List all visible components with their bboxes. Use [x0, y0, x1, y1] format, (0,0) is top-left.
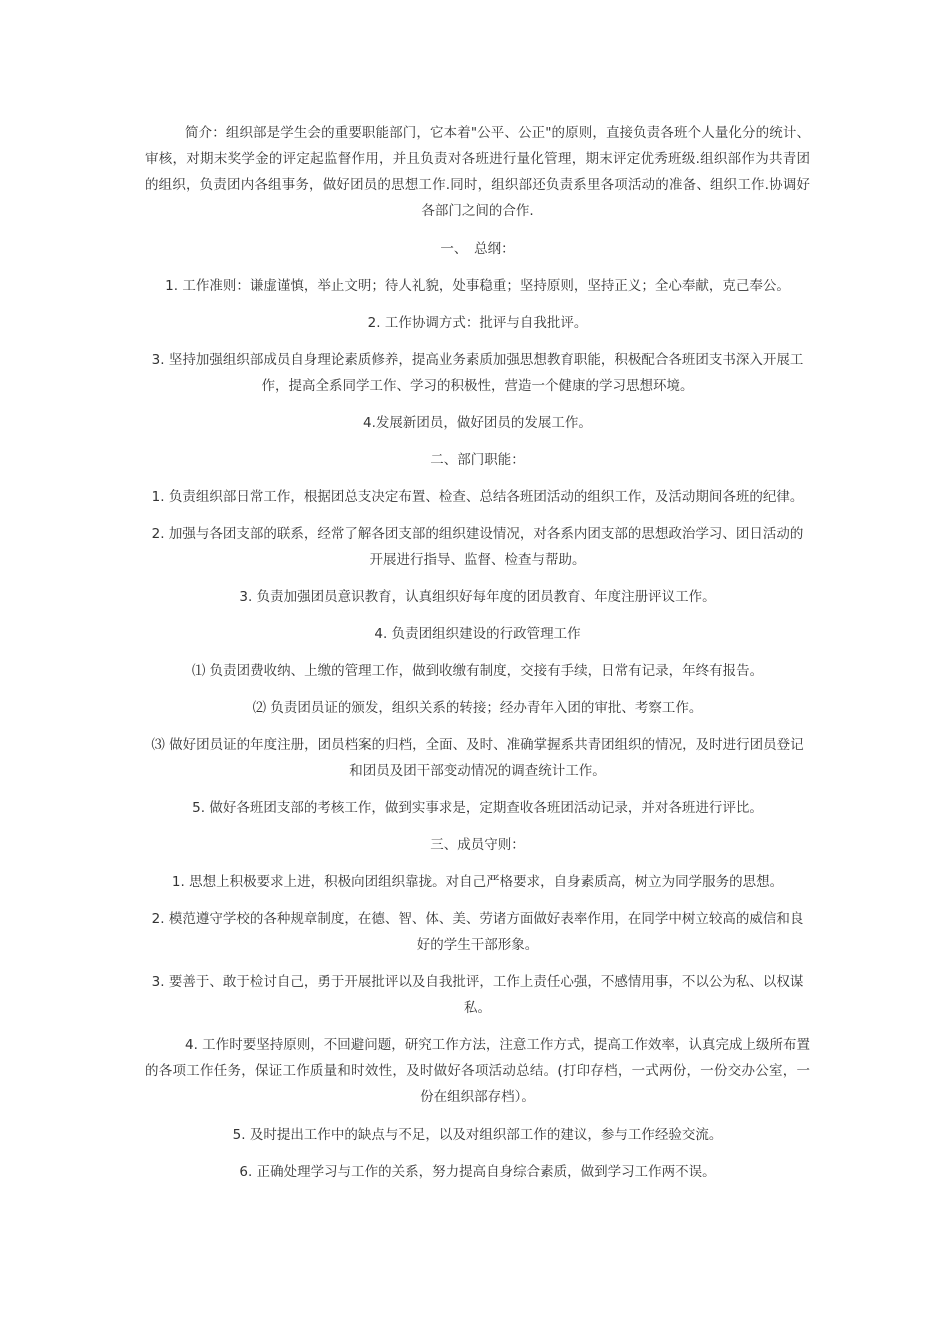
document-body	[145, 120, 810, 1196]
rule-item-4: 4. 工作时要坚持原则，不回避问题，研究工作方法，注意工作方式，提高工作效率，认真完成上级所布置的各项工作任务，保证工作质量和时效性，及时做好各项活动总结。(打印存档，一式两份，一份交办公室，一份在组织部存档）。	[145, 1037, 810, 1105]
duty-item-1: 1. 负责组织部日常工作，根据团总支决定布置、检查、总结各班团活动的组织工作，及活动期间各班的纪律。	[151, 489, 804, 505]
section-heading-rules: 三、成员守则：	[430, 837, 525, 853]
rule-item-1: 1. 思想上积极要求上进，积极向团组织靠拢。对自己严格要求，自身素质高，树立为同学服务的思想。	[171, 874, 784, 890]
rule-item-6: 6. 正确处理学习与工作的关系，努力提高自身综合素质，做到学习工作两不误。	[239, 1164, 716, 1180]
general-item-2: 2. 工作协调方式：批评与自我批评。	[367, 315, 588, 331]
intro-paragraph: 简介：组织部是学生会的重要职能部门，它本着"公平、公正"的原则，直接负责各班个人量化分的统计、审核，对期末奖学金的评定起监督作用，并且负责对各班进行量化管理，期末评定优秀班级.组织部作为共青团的组织，负责团内各组事务，做好团员的思想工作.同时，组织部还负责系里各项活动的准备、组织工作.协调好各部门之间的合作.	[145, 125, 810, 219]
duty-item-5: 5. 做好各班团支部的考核工作，做到实事求是，定期查收各班团活动记录，并对各班进行评比。	[192, 800, 763, 816]
duty-item-4: 4. 负责团组织建设的行政管理工作	[374, 626, 581, 642]
section-heading-duties: 二、部门职能：	[430, 452, 525, 468]
general-item-1: 1. 工作准则：谦虚谨慎，举止文明；待人礼貌，处事稳重；坚持原则，坚持正义；全心奉献，克己奉公。	[165, 278, 790, 294]
rule-item-5: 5. 及时提出工作中的缺点与不足，以及对组织部工作的建议，参与工作经验交流。	[232, 1127, 723, 1143]
general-item-4: 4.发展新团员，做好团员的发展工作。	[363, 415, 592, 431]
duty-item-3: 3. 负责加强团员意识教育，认真组织好每年度的团员教育、年度注册评议工作。	[239, 589, 716, 605]
duty-subitem-2: ⑵ 负责团员证的颁发，组织关系的转接；经办青年入团的审批、考察工作。	[252, 700, 703, 716]
section-heading-general: 一、 总纲：	[440, 241, 515, 257]
rule-item-2: 2. 模范遵守学校的各种规章制度，在德、智、体、美、劳诸方面做好表率作用，在同学中树立较高的威信和良好的学生干部形象。	[151, 911, 804, 953]
duty-item-2: 2. 加强与各团支部的联系，经常了解各团支部的组织建设情况，对各系内团支部的思想政治学习、团日活动的开展进行指导、监督、检查与帮助。	[151, 526, 804, 568]
rule-item-3: 3. 要善于、敢于检讨自己，勇于开展批评以及自我批评，工作上责任心强，不感情用事，不以公为私、以权谋私。	[151, 974, 804, 1016]
duty-subitem-1: ⑴ 负责团费收纳、上缴的管理工作，做到收缴有制度，交接有手续，日常有记录，年终有报告。	[191, 663, 764, 679]
duty-subitem-3: ⑶ 做好团员证的年度注册，团员档案的归档，全面、及时、准确掌握系共青团组织的情况，及时进行团员登记和团员及团干部变动情况的调查统计工作。	[151, 737, 804, 779]
general-item-3: 3. 坚持加强组织部成员自身理论素质修养，提高业务素质加强思想教育职能，积极配合各班团支书深入开展工作，提高全系同学工作、学习的积极性，营造一个健康的学习思想环境。	[151, 352, 804, 394]
